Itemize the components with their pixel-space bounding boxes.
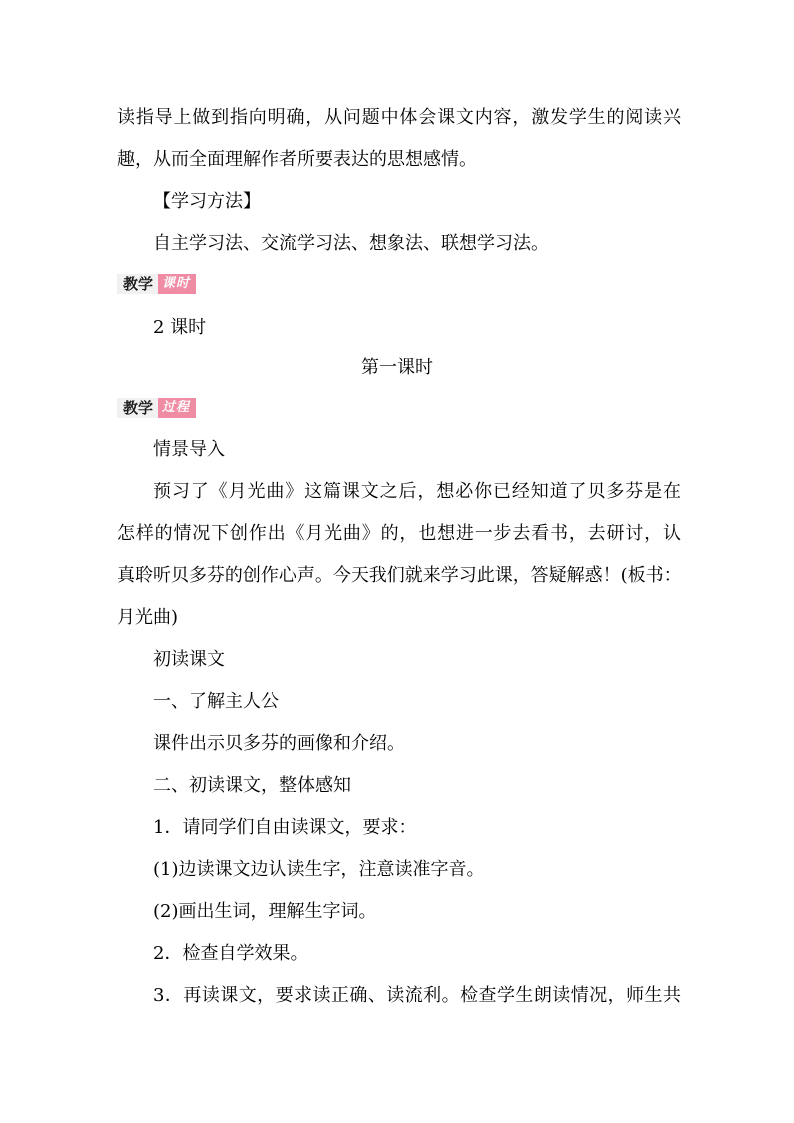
paragraph-line: 月光曲) [117,607,179,628]
lesson-title: 第一课时 [361,357,433,378]
paragraph-line: 真聆听贝多芬的创作心声。今天我们就来学习此课，答疑解惑！(板书： [117,565,681,586]
list-item: 3．再读课文，要求读正确、读流利。检查学生朗读情况，师生共 [153,985,681,1006]
step-heading: 一、了解主人公 [153,691,279,712]
section-heading-intro: 情景导入 [153,439,225,460]
paragraph-line: 读指导上做到指向明确，从问题中体会课文内容，激发学生的阅读兴 [117,107,681,128]
section-tag-hours [117,274,196,294]
list-item: 2．检查自学效果。 [153,943,309,964]
tag-main-label: 教学 [117,398,158,418]
hours-value: 2 课时 [153,317,207,338]
list-item: (1)边读课文边认读生字，注意读准字音。 [153,859,485,880]
tag-accent-label: 过程 [158,398,196,418]
step-heading: 二、初读课文，整体感知 [153,775,351,796]
section-heading-first-read: 初读课文 [153,649,225,670]
paragraph-line: 怎样的情况下创作出《月光曲》的，也想进一步去看书，去研讨，认 [117,523,681,544]
list-item: (2)画出生词，理解生字词。 [153,901,377,922]
list-item: 1．请同学们自由读课文，要求： [153,817,417,838]
section-heading-methods: 【学习方法】 [153,191,261,212]
tag-main-label: 教学 [117,274,158,294]
paragraph-line: 自主学习法、交流学习法、想象法、联想学习法。 [153,233,549,254]
tag-accent-label: 课时 [158,274,196,294]
paragraph-line: 课件出示贝多芬的画像和介绍。 [153,733,405,754]
section-tag-process [117,398,196,418]
paragraph-line: 预习了《月光曲》这篇课文之后，想必你已经知道了贝多芬是在 [153,481,681,502]
paragraph-line: 趣，从而全面理解作者所要表达的思想感情。 [117,149,477,170]
